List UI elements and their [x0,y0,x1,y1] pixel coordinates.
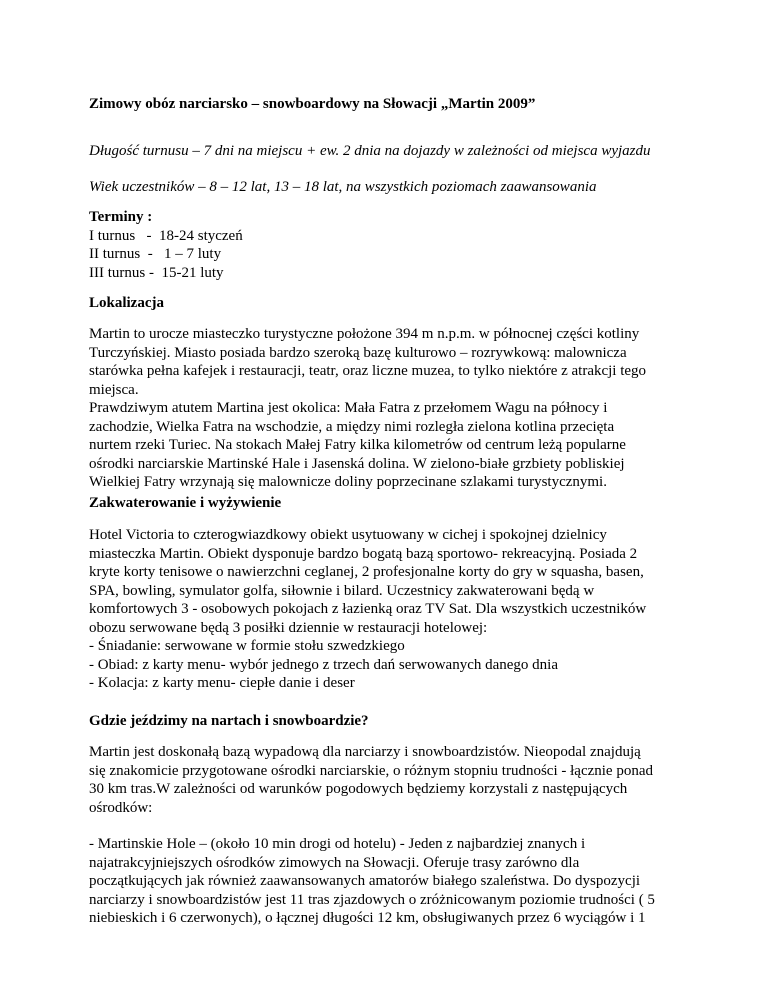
text-line: obozu serwowane będą 3 posiłki dziennie w restauracji hotelowej: [89,619,488,636]
location-paragraph [89,325,689,492]
text-line: ośrodków: [89,799,153,816]
text-line: niebieskich i 6 czerwonych), o łącznej długości 12 km, obsługiwanych przez 6 wyciągów i 1 [89,910,646,926]
term-item: II turnus - 1 – 7 luty [89,246,222,262]
text-line: Hotel Victoria to czterogwiazdkowy obiekt usytuowany w cichej i spokojnej dzielnicy [89,527,607,543]
text-line: się znakomicie przygotowane ośrodki narciarskie, o różnym stopniu trudności - łącznie ponad [89,762,653,779]
text-line: Prawdziwym atutem Martina jest okolica: Mała Fatra z przełomem Wagu na północy i [89,400,608,416]
accommodation-heading: Zakwaterowanie i wyżywienie [89,495,282,511]
duration-line: Długość turnusu – 7 dni na miejscu + ew. 2 dnia na dojazdy w zależności od miejsca wyjazdu [89,143,651,159]
resort-paragraph [89,835,689,928]
text-line: - Martinskie Hole – (około 10 min drogi od hotelu) - Jeden z najbardziej znanych i [89,836,586,852]
location-heading: Lokalizacja [89,295,164,311]
term-item: III turnus - 15-21 luty [89,264,224,281]
text-line: miejsca. [89,381,139,398]
text-line: kryte korty tenisowe o nawierzchni ceglanej, 2 profesjonalne korty do gry w squasha, basen, [89,564,644,580]
text-line: nurtem rzeki Turiec. Na stokach Małej Fatry kilka kilometrów od centrum leżą popularne [89,437,626,453]
list-item: - Obiad: z karty menu- wybór jednego z trzech dań serwowanych danego dnia [89,656,558,673]
terms-heading: Terminy : [89,209,153,225]
text-line: najatrakcyjniejszych ośrodków zimowych na Słowacji. Oferuje trasy zarówno dla [89,854,580,871]
text-line: zachodzie, Wielka Fatra na wschodzie, a między nimi rozległa zielona kotlina przecięta [89,418,615,435]
text-line: początkujących jak również zaawansowanych amatorów białego szaleństwa. Do dyspozycji [89,873,641,889]
skiing-intro-paragraph [89,743,689,817]
age-line: Wiek uczestników – 8 – 12 lat, 13 – 18 lat, na wszystkich poziomach zaawansowania [89,179,597,195]
text-line: Wielkiej Fatry wrzynają się malownicze doliny poprzecinane szlakami turystycznymi. [89,474,607,490]
text-line: SPA, bowling, symulator golfa, siłownie i bilard. Uczestnicy zakwaterowani będą w [89,582,595,599]
list-item: - Śniadanie: serwowane w formie stołu szwedzkiego [89,638,405,654]
text-line: Martin jest doskonałą bazą wypadową dla narciarzy i snowboardzistów. Nieopodal znajdują [89,744,641,760]
list-item: - Kolacja: z karty menu- ciepłe danie i deser [89,675,355,691]
text-line: ośrodki narciarskie Martinské Hale i Jasenská dolina. W zielono-białe grzbiety pobliskiej [89,455,625,472]
document-title: Zimowy obóz narciarsko – snowboardowy na Słowacji „Martin 2009” [89,96,536,112]
accommodation-paragraph [89,526,689,693]
skiing-heading: Gdzie jeździmy na nartach i snowboardzie? [89,713,369,729]
term-item: I turnus - 18-24 styczeń [89,227,243,244]
text-line: Martin to urocze miasteczko turystyczne położone 394 m n.p.m. w północnej części kotliny [89,326,640,342]
terms-section [89,208,689,282]
text-line: starówka pełna kafejek i restauracji, teatr, oraz liczne muzea, to tylko niektóre z atrakcji tego [89,363,647,379]
text-line: narciarzy i snowboardzistów jest 11 tras zjazdowych o zróżnicowanym poziomie trudności ( 5 [89,891,655,908]
text-line: komfortowych 3 - osobowych pokojach z łazienką oraz TV Sat. Dla wszystkich uczestników [89,601,647,617]
text-line: Turczyńskiej. Miasto posiada bardzo szeroką bazę kulturowo – rozrywkową: malownicza [89,344,627,361]
text-line: miasteczka Martin. Obiekt dysponuje bardzo bogatą bazą sportowo- rekreacyjną. Posiada 2 [89,545,638,562]
text-line: 30 km tras.W zależności od warunków pogodowych będziemy korzystali z następujących [89,781,628,797]
